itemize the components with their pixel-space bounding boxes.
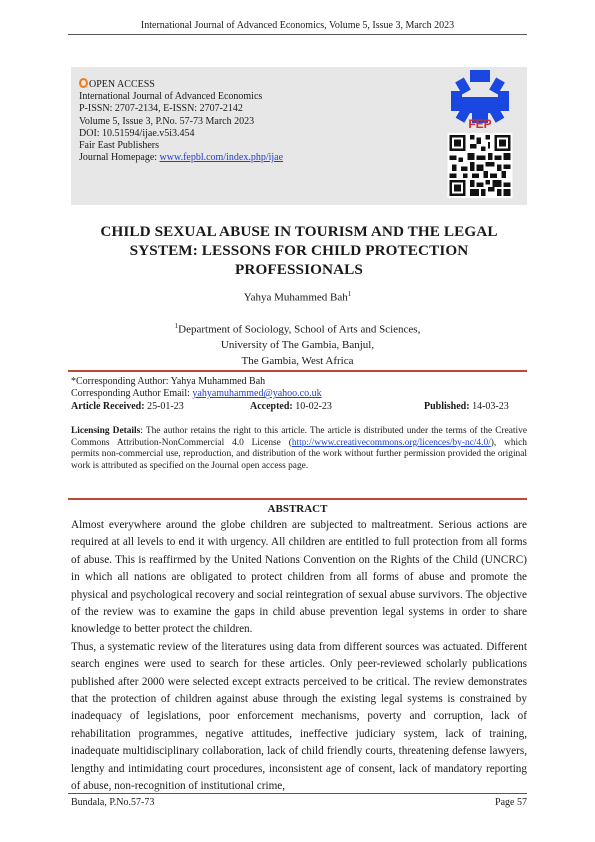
abstract-paragraph-2: Thus, a systematic review of the literatures using data from different sources was actuated. Different search engines were used to search for these articles. Only peer-reviewed scholarly publications published after 2000 were selected except extracts perceived to be critical. The review demonstrates that the protection of children against abuse through the existing legal systems is constrained by inadequacy of legislations, poor enforcement mechanisms, poverty and corruption, lack of rehabilitation programmes, negative attitudes, ineffective judiciary system, lack of training, inadequate multidisciplinary collaboration, lack of child friendly courts, threatening defense lawyers, lengthy and intimidating court procedures, inconsistent age of consent, lack of mandatory reporting of abuse, non-recognition of institutional crime, xyxy=(71,640,527,793)
affiliation-line-1: Department of Sociology, School of Arts and Sciences, xyxy=(178,323,421,336)
received-date: Article Received: 25-01-23 xyxy=(71,401,184,412)
issn-line: P-ISSN: 2707-2134, E-ISSN: 2707-2142 xyxy=(79,103,243,115)
affiliation-line-2: University of The Gambia, Banjul, xyxy=(220,339,375,352)
abstract-body xyxy=(71,517,527,796)
logo-text: FEP xyxy=(468,117,492,129)
footer-citation: Bundala, P.No.57-73 xyxy=(71,797,155,808)
footer-rule xyxy=(68,793,527,794)
license-link[interactable]: http://www.creativecommons.org/licences/by-nc/4.0/ xyxy=(291,437,491,448)
corresponding-author: *Corresponding Author: Yahya Muhammed Bah xyxy=(71,376,266,387)
doi-line: DOI: 10.51594/ijae.v5i3.454 xyxy=(79,127,195,139)
journal-info-text xyxy=(79,78,283,164)
correspondence xyxy=(71,376,527,400)
page-number: Page 57 xyxy=(495,797,527,808)
publisher-line: Fair East Publishers xyxy=(79,140,159,152)
divider-abstract xyxy=(68,498,527,500)
article-title: CHILD SEXUAL ABUSE IN TOURISM AND THE LEGAL SYSTEM: LESSONS FOR CHILD PROTECTION PROFESSIONALS xyxy=(100,223,498,278)
affiliation-line-3: The Gambia, West Africa xyxy=(241,354,354,367)
email-label: Corresponding Author Email: xyxy=(71,388,193,400)
homepage-label: Journal Homepage: xyxy=(79,152,160,164)
homepage-link[interactable]: www.fepbl.com/index.php/ijae xyxy=(159,152,284,164)
author-email-link[interactable]: yahyamuhammed@yahoo.co.uk xyxy=(192,388,322,400)
author-marker: 1 xyxy=(347,290,352,298)
journal-name: International Journal of Advanced Economics xyxy=(79,91,263,103)
published-date: Published: 14-03-23 xyxy=(424,401,509,412)
affiliation-marker: 1 xyxy=(174,322,179,330)
open-access-icon xyxy=(79,78,88,88)
article-dates xyxy=(71,401,527,413)
licensing-label: Licensing Details xyxy=(71,426,141,436)
author-line xyxy=(0,290,595,304)
fep-logo-icon xyxy=(444,67,516,129)
author-name: Yahya Muhammed Bah xyxy=(243,291,348,304)
licensing-details: Licensing Details: The author retains the right to this article. The article is distributed under the terms of the Creative Commons Attribution-NonCommercial 4.0 License (http://www.creativecommons.org/licences/by-nc/4.0/), which permits non-commercial use, reproduction, and distribution of the work without further permission provided the original work is attributed as specified on the Journal open access page. xyxy=(71,426,527,471)
abstract-heading: ABSTRACT xyxy=(267,503,328,515)
affiliation xyxy=(0,319,595,369)
header-rule xyxy=(68,34,527,35)
volume-line: Volume 5, Issue 3, P.No. 57-73 March 2023 xyxy=(79,115,255,127)
journal-info-box xyxy=(71,67,527,205)
running-header: International Journal of Advanced Economics, Volume 5, Issue 3, March 2023 xyxy=(140,20,455,31)
divider-top xyxy=(68,370,527,372)
qr-code-icon xyxy=(443,133,517,198)
abstract-paragraph-1: Almost everywhere around the globe children are subjected to maltreatment. Serious actions are required at all levels to end it with urgency. All children are entitled to full protection from all forms of abuse. This is reaffirmed by the United Nations Convention on the Rights of the Child (UNCRC) in which all nations are obligated to protect children from all forms of abuse and promote the physical and psychological recovery and social reintegration of sexual abuse survivors. The objective of the review was to examine the gaps in child abuse prevention legal systems in order to share knowledge to better protect the children. xyxy=(71,519,527,636)
accepted-date: Accepted: 10-02-23 xyxy=(250,401,332,412)
open-access-label: OPEN ACCESS xyxy=(89,79,155,90)
